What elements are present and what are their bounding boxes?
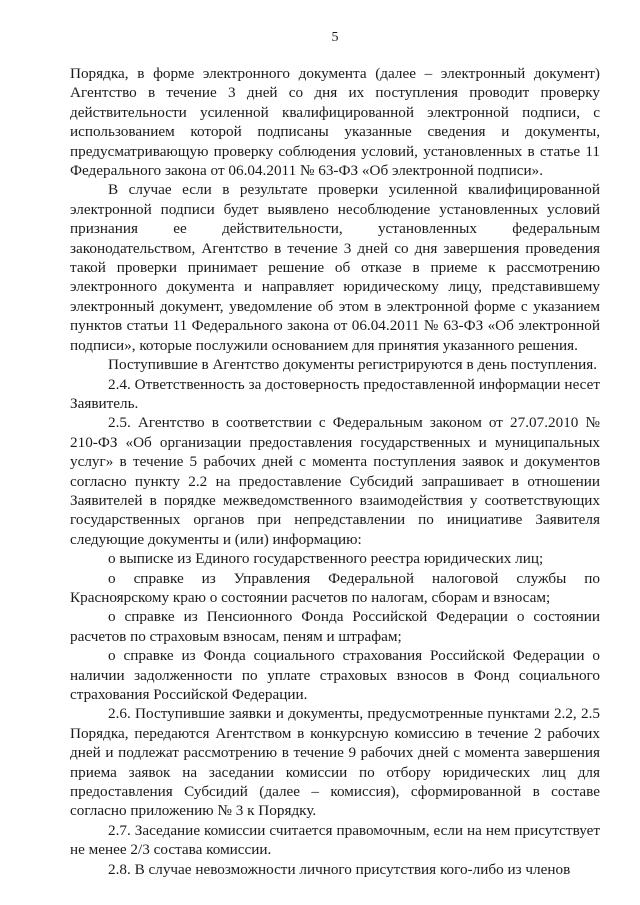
paragraph-2: В случае если в результате проверки усиленной квалифицированной электронной подписи будет выявлено несоблюдение установленных условий признания ее действительности, установленных федеральным законодательством, Агентство в течение 3 дней со дня завершения проведения такой проверки принимает решение об отказе в приеме к рассмотрению электронного документа и направляет юридическому лицу, представившему электронный документ, уведомление об этом в электронной форме с указанием пунктов статьи 11 Федерального закона от 06.04.2011 № 63-ФЗ «Об электронной подписи», которые послужили основанием для принятия указанного решения. [70,181,600,354]
paragraph-5: 2.5. Агентство в соответствии с Федеральным законом от 27.07.2010 № 210-ФЗ «Об организации предоставления государственных и муниципальных услуг» в течение 5 рабочих дней с момента поступления заявок и документов согласно пункту 2.2 на предоставление Субсидий запрашивает в отношении Заявителей в порядке межведомственного взаимодействия у соответствующих государственных органов при непредставлении по инициативе Заявителя следующие документы и (или) информацию: [70,414,600,548]
paragraph-12: 2.8. В случае невозможности личного присутствия кого-либо из членов [108,860,571,878]
paragraph-11: 2.7. Заседание комиссии считается правомочным, если на нем присутствует не менее 2/3 состава комиссии. [70,821,600,859]
paragraph-9: о справке из Фонда социального страхования Российской Федерации о наличии задолженности по уплате страховых взносов в Фонд социального страхования Российской Федерации. [70,647,600,703]
paragraph-6: о выписке из Единого государственного реестра юридических лиц; [108,550,544,568]
paragraph-3: Поступившие в Агентство документы регистрируются в день поступления. [108,356,598,374]
paragraph-8: о справке из Пенсионного Фонда Российской Федерации о состоянии расчетов по страховым взносам, пеням и штрафам; [70,608,600,645]
paragraph-1: Порядка, в форме электронного документа (далее – электронный документ) Агентство в течение 3 дней со дня их поступления проводит проверку действительности усиленной квалифицированной электронной подписи, с использованием которой подписаны указанные сведения и документы, предусматривающую проверку соблюдения условий, установленных в статье 11 Федерального закона от 06.04.2011 № 63-ФЗ «Об электронной подписи». [70,65,600,180]
page-number: 5 [331,30,339,45]
paragraph-7: о справке из Управления Федеральной налоговой службы по Красноярскому краю о состоянии расчетов по налогам, сборам и взносам; [70,569,600,606]
paragraph-4: 2.4. Ответственность за достоверность предоставленной информации несет Заявитель. [70,375,600,412]
paragraph-10: 2.6. Поступившие заявки и документы, предусмотренные пунктами 2.2, 2.5 Порядка, передаются Агентством в конкурсную комиссию в течение 2 рабочих дней и подлежат рассмотрению в течение 9 рабочих дней с момента завершения приема заявок на заседании комиссии по отбору юридических лиц для предоставления Субсидий (далее – комиссия), сформированной в составе согласно приложению № 3 к Порядку. [70,705,600,820]
